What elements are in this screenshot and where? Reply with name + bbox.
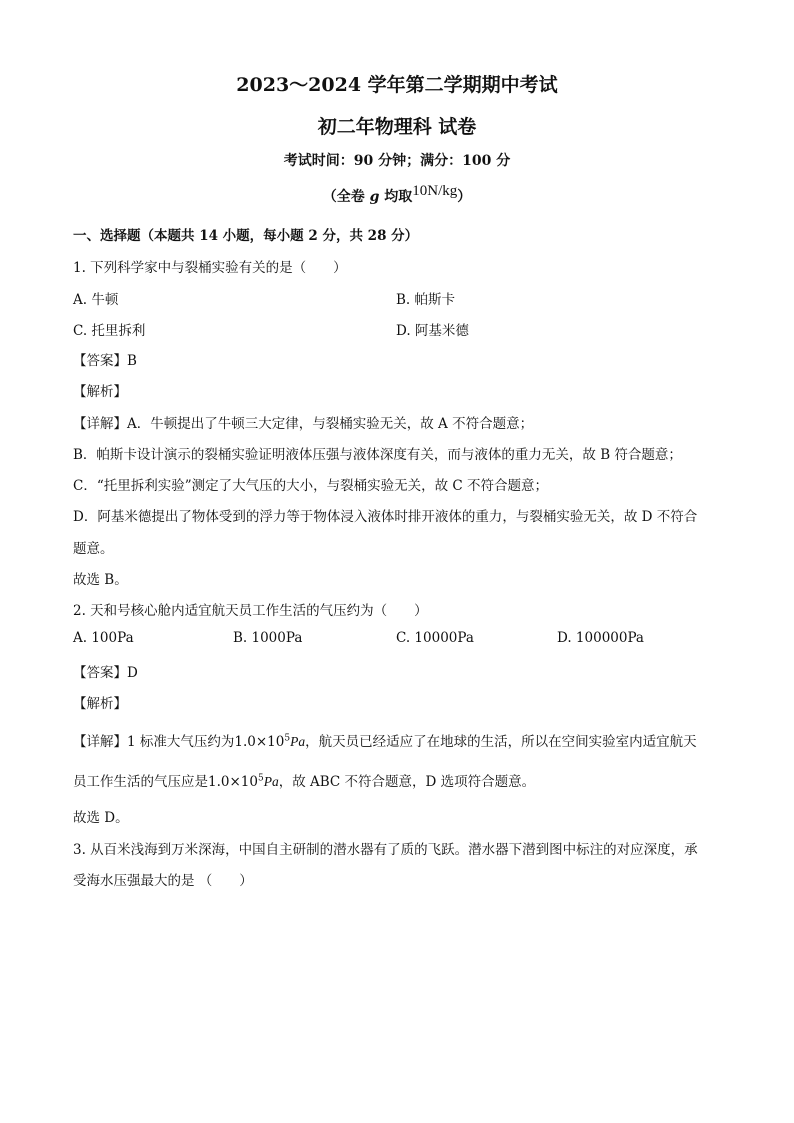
pressure-formula-2: $1.0\times 10^5Pa$ xyxy=(208,773,279,790)
q2-stem: 2. 天和号核心舱内适宜航天员工作生活的气压约为（ ） xyxy=(73,603,428,619)
q2-detail-1-pre: 【详解】1 标准大气压约为 xyxy=(73,734,235,750)
q2-option-d: D. 100000Pa xyxy=(557,630,644,646)
q1-analysis: 【解析】 xyxy=(73,384,127,400)
section-heading: 一、选择题（本题共 14 小题，每小题 2 分，共 28 分） xyxy=(73,228,419,244)
g-note xyxy=(0,183,794,206)
exam-info: 考试时间：90 分钟；满分：100 分 xyxy=(283,153,511,169)
q2-option-b: B. 1000Pa xyxy=(233,630,303,646)
q2-option-c: C. 10000Pa xyxy=(396,630,474,646)
q1-option-b: B. 帕斯卡 xyxy=(396,292,456,308)
q2-detail-1-post: ，航天员已经适应了在地球的生活，所以在空间实验室内适宜航天 xyxy=(305,734,697,750)
g-value: 10N/kg xyxy=(412,183,458,199)
q2-answer: 【答案】D xyxy=(73,665,138,681)
g-symbol: g xyxy=(369,189,380,205)
q1-detail-4: D．阿基米德提出了物体受到的浮力等于物体浸入液体时排开液体的重力，与裂桶实验无关，故 D 不符合 xyxy=(73,509,698,525)
q1-option-c: C. 托里拆利 xyxy=(73,323,146,339)
q1-detail-3: C．“托里拆利实验”测定了大气压的大小，与裂桶实验无关，故 C 不符合题意； xyxy=(73,478,549,494)
q1-option-a: A. 牛顿 xyxy=(73,292,119,308)
q2-conclusion: 故选 D。 xyxy=(73,810,129,826)
q3-stem-2: 受海水压强最大的是 （ ） xyxy=(73,873,253,889)
q2-detail-2-pre: 员工作生活的气压应是 xyxy=(73,774,208,790)
exam-title: 2023～2024 学年第二学期期中考试 xyxy=(236,74,558,96)
pressure-formula-1: $1.0\times 10^5Pa$ xyxy=(234,733,306,750)
q1-option-d: D. 阿基米德 xyxy=(396,323,469,339)
q1-detail-2: B．帕斯卡设计演示的裂桶实验证明液体压强与液体深度有关，而与液体的重力无关，故 B 符合题意； xyxy=(73,447,682,463)
exam-subtitle: 初二年物理科 试卷 xyxy=(317,116,477,138)
q1-answer: 【答案】B xyxy=(73,353,137,369)
g-note-suffix: ） xyxy=(457,189,472,205)
q2-detail-1 xyxy=(73,730,697,750)
q3-stem-1: 3. 从百米浅海到万米深海，中国自主研制的潜水器有了质的飞跃。潜水器下潜到图中标注的对应深度，承 xyxy=(73,842,698,858)
q1-detail-1: 【详解】A．牛顿提出了牛顿三大定律，与裂桶实验无关，故 A 不符合题意； xyxy=(73,416,534,432)
q1-conclusion: 故选 B。 xyxy=(73,572,128,588)
q1-stem: 1. 下列科学家中与裂桶实验有关的是（ ） xyxy=(73,260,347,276)
q2-detail-2 xyxy=(73,770,535,790)
q1-detail-5: 题意。 xyxy=(73,541,114,557)
q2-analysis: 【解析】 xyxy=(73,696,127,712)
g-note-prefix: （全卷 xyxy=(322,189,370,205)
g-note-mid: 均取 xyxy=(379,189,413,205)
q2-option-a: A. 100Pa xyxy=(73,630,134,646)
q2-detail-2-post: ，故 ABC 不符合题意，D 选项符合题意。 xyxy=(278,774,536,790)
